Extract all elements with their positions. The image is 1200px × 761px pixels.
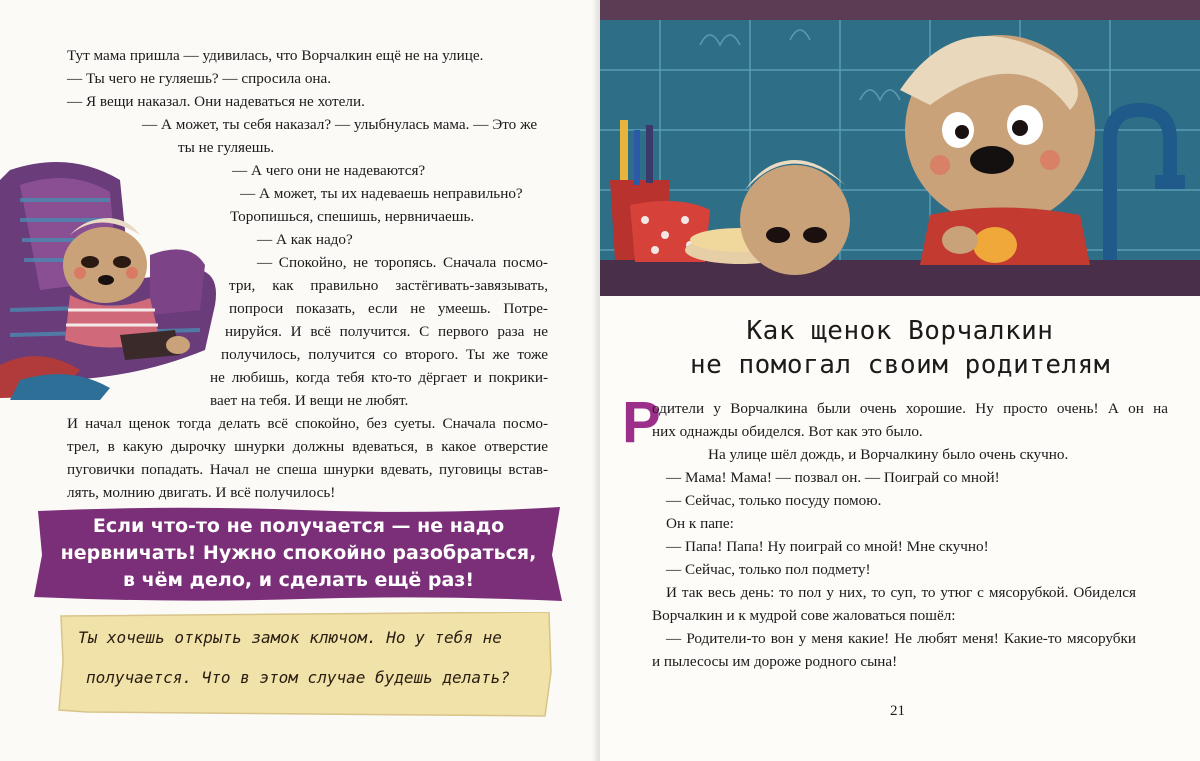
text-line: получилось, получится со второго. Ты же тоже xyxy=(221,346,548,363)
tip-banner-text xyxy=(32,513,565,594)
puppy-in-armchair-illustration xyxy=(0,140,225,400)
tip-line: нервничать! Нужно спокойно разобраться, xyxy=(60,542,537,564)
kitchen-scene-illustration xyxy=(600,0,1200,296)
text-line: попроси показать, если не умеешь. Потре- xyxy=(229,300,548,317)
text-line: Тут мама пришла — удивилась, что Ворчалкин ещё не на улице. xyxy=(67,47,484,64)
text-line: — А может, ты себя наказал? — улыбнулась мама. — Это же xyxy=(142,116,538,133)
text-line: лять, молнию двигать. И всё получилось! xyxy=(67,484,336,501)
text-line: и пылесосы им дороже родного сына! xyxy=(652,653,898,670)
text-line: Торопишься, спешишь, нервничаешь. xyxy=(230,208,475,225)
text-line: пуговички попадать. Начал не спеша шнурки вдевать, пуговицы встав- xyxy=(67,461,548,478)
tip-line: Если что-то не получается — не надо xyxy=(92,515,505,537)
text-line: — Я вещи наказал. Они надеваться не хотели. xyxy=(67,93,365,110)
text-line: — А может, ты их надеваешь неправильно? xyxy=(240,185,523,202)
text-line: Ворчалкин и к мудрой сове жаловаться пошёл: xyxy=(652,607,956,624)
text-line: — Сейчас, только посуду помою. xyxy=(666,492,882,509)
text-line: Он к папе: xyxy=(666,515,734,532)
page-number: 21 xyxy=(890,703,905,719)
story-title-line: не помогал своим родителям xyxy=(690,350,1110,380)
text-line: одители у Ворчалкина были очень хорошие. Ну просто очень! А он на xyxy=(652,400,1168,417)
text-line: — А как надо? xyxy=(257,231,353,248)
left-page xyxy=(0,0,597,761)
text-line: ты не гуляешь. xyxy=(178,139,275,156)
text-line: На улице шёл дождь, и Ворчалкину было очень скучно. xyxy=(708,446,1069,463)
note-line: получается. Что в этом случае будешь делать? xyxy=(86,668,510,687)
text-line: — А чего они не надеваются? xyxy=(232,162,426,179)
text-line: — Мама! Мама! — позвал он. — Поиграй со мной! xyxy=(666,469,1000,486)
tip-line: в чём дело, и сделать ещё раз! xyxy=(122,569,475,591)
text-line: три, как правильно застёгивать-завязывать, xyxy=(229,277,548,294)
text-line: — Папа! Папа! Ну поиграй со мной! Мне скучно! xyxy=(666,538,989,555)
text-line: И так весь день: то пол у них, то суп, то утюг с мясорубкой. Обиделся xyxy=(666,584,1136,601)
drop-cap: Р xyxy=(622,390,661,455)
text-line: И начал щенок тогда делать всё спокойно, без суеты. Сначала посмо- xyxy=(67,415,548,432)
text-line: — Родители-то вон у меня какие! Не любят меня! Какие-то мясорубки xyxy=(666,630,1136,647)
text-line: — Спокойно, не торопясь. Сначала посмо- xyxy=(257,254,548,271)
text-line: не любишь, когда тебя кто-то дёргает и покрики- xyxy=(210,369,548,386)
text-line: трел, в какую дырочку шнурки должны вдеваться, в какое отверстие xyxy=(67,438,548,455)
right-page xyxy=(600,0,1200,761)
text-line: вает на тебя. И вещи не любят. xyxy=(210,392,409,409)
story-title-line: Как щенок Ворчалкин xyxy=(746,316,1054,346)
text-line: — Ты чего не гуляешь? — спросила она. xyxy=(67,70,332,87)
text-line: них однажды обиделся. Вот как это было. xyxy=(652,423,923,440)
note-line: Ты хочешь открыть замок ключом. Но у тебя не xyxy=(78,628,502,647)
text-line: — Сейчас, только пол подмету! xyxy=(666,561,871,578)
text-line: нируйся. И всё получится. С первого раза не xyxy=(225,323,548,340)
